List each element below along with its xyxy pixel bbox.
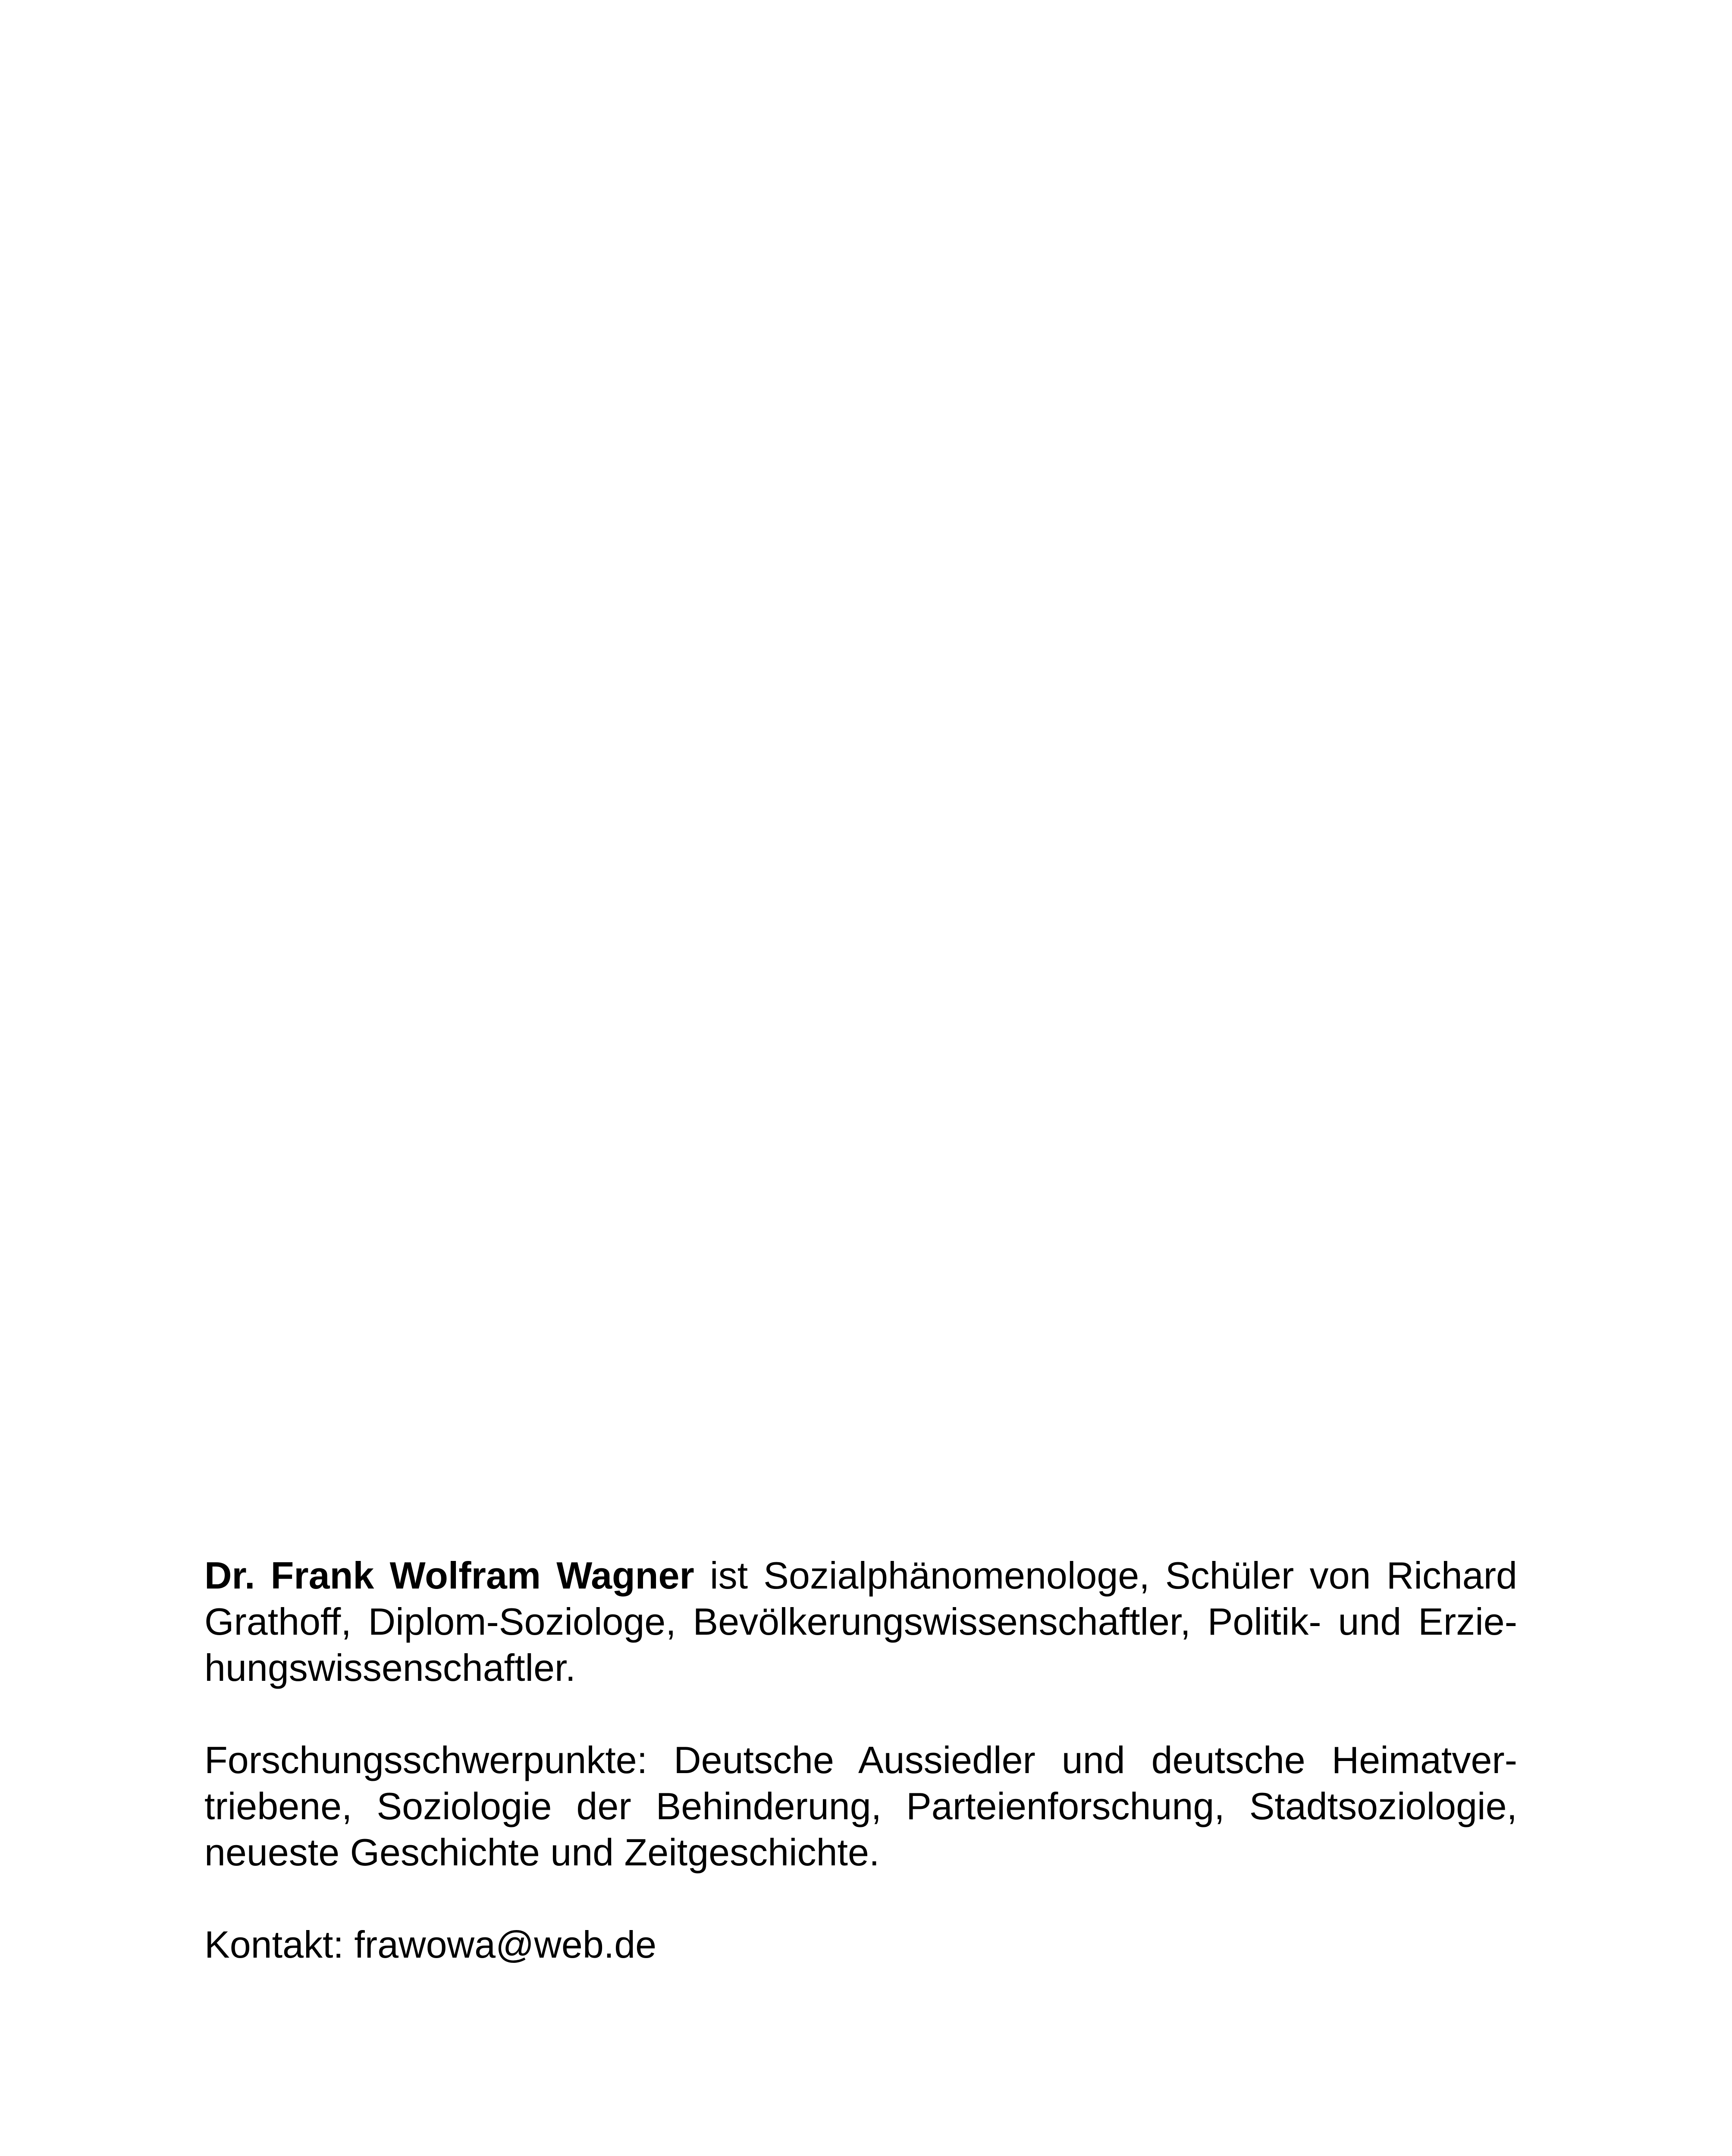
- contact-line: [204, 1921, 1517, 1968]
- research-focus-paragraph: [204, 1737, 1517, 1875]
- author-bio-paragraph: [204, 1552, 1517, 1691]
- research-line-1: Forschungsschwerpunkte: Deutsche Aussiedler und deutsche Heimatver-: [204, 1739, 1517, 1781]
- author-bio-section: [204, 1552, 1517, 1968]
- contact-paragraph: [204, 1921, 1517, 1968]
- author-bio-intro: ist Sozialphänomenologe, Schüler von Richard: [694, 1554, 1517, 1597]
- author-bio-line-1: [204, 1552, 1517, 1598]
- contact-email: frawowa@web.de: [354, 1923, 657, 1966]
- author-bio-line-2: Grathoff, Diplom-Soziologe, Bevölkerungswissenschaftler, Politik- und Erzie-: [204, 1600, 1517, 1643]
- contact-label: Kontakt:: [204, 1923, 355, 1966]
- research-line-2: triebene, Soziologie der Behinderung, Parteienforschung, Stadtsoziologie,: [204, 1785, 1517, 1827]
- author-bio-line-3: hungswissenschaftler.: [204, 1646, 576, 1689]
- author-name: Dr. Frank Wolfram Wagner: [204, 1554, 694, 1597]
- research-line-3: neueste Geschichte und Zeitgeschichte.: [204, 1831, 880, 1874]
